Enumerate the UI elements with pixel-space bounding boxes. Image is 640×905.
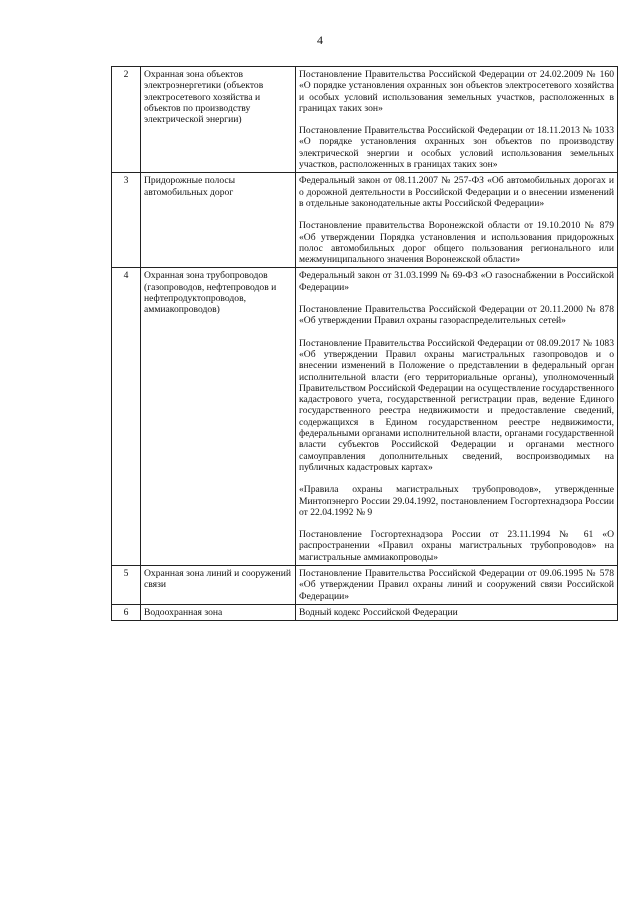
zones-table xyxy=(111,66,618,621)
legal-act: Федеральный закон от 31.03.1999 № 69-ФЗ «О газоснабжении в Российской Федерации» xyxy=(299,270,614,293)
legal-act: Постановление Правительства Российской Федерации от 24.02.2009 № 160 «О порядке установления охранных зон объектов электросетевого хозяйства и особых условий использования земельных участков, расположенных в границах таких зон» xyxy=(299,69,614,114)
legal-act: «Правила охраны магистральных трубопроводов», утвержденные Минтопэнерго России 29.04.1992, постановлением Госгортехнадзора России от 22.04.1992 № 9 xyxy=(299,484,614,518)
legal-act: Постановление Правительства Российской Федерации от 18.11.2013 № 1033 «О порядке установления охранных зон объектов по производству электрической энергии и особых условий использования земельных участков, расположенных в границах таких зон» xyxy=(299,125,614,171)
legal-act: Постановление Правительства Российской Федерации от 20.11.2000 № 878 «Об утверждении Правил охраны газораспределительных сетей» xyxy=(299,304,614,327)
zone-name: Водоохранная зона xyxy=(141,604,296,620)
legal-act: Водный кодекс Российской Федерации xyxy=(299,606,458,618)
legal-acts-cell xyxy=(296,565,618,604)
row-number: 3 xyxy=(112,173,141,268)
zone-name: Придорожные полосы автомобильных дорог xyxy=(141,173,296,268)
row-number: 5 xyxy=(112,565,141,604)
legal-acts-cell xyxy=(296,268,618,566)
legal-act: Постановление правительства Воронежской области от 19.10.2010 № 879 «Об утверждении Порядка установления и использования придорожных полос автомобильных дорог общего пользования регионального или межмуниципального значения Воронежской области» xyxy=(299,220,614,266)
zone-name: Охранная зона трубопроводов (газопроводов, нефтепроводов и нефтепродуктопроводов, аммиакопроводов) xyxy=(141,268,296,566)
zone-name: Охранная зона линий и сооружений связи xyxy=(141,565,296,604)
legal-act: Постановление Правительства Российской Федерации от 08.09.2017 № 1083 «Об утверждении Правил охраны магистральных газопроводов и о внесении изменений в Положение о представлении в федеральный орган исполнительной власти (его территориальные органы), уполномоченный Правительством Российской Федерации на осуществление государственного кадастрового учета, государственной регистрации прав, ведение Единого государственного реестра недвижимости и предоставление сведений, содержащихся в Едином государственном реестре недвижимости, федеральными органами исполнительной власти, органами государственной власти субъектов Российской Федерации и органами местного самоуправления дополнительных сведений, воспроизводимых на публичных кадастровых картах» xyxy=(299,337,614,473)
page-number: 4 xyxy=(317,33,323,47)
table-row xyxy=(112,604,618,620)
table-row xyxy=(112,67,618,173)
zone-name: Охранная зона объектов электроэнергетики (объектов электросетевого хозяйства и объектов по производству электрической энергии) xyxy=(141,67,296,173)
table-row xyxy=(112,268,618,566)
row-number: 2 xyxy=(112,67,141,173)
legal-act: Федеральный закон от 08.11.2007 № 257-ФЗ «Об автомобильных дорогах и о дорожной деятельности в Российской Федерации и о внесении изменений в отдельные законодательные акты Российской Федерации» xyxy=(299,175,614,209)
legal-act: Постановление Правительства Российской Федерации от 09.06.1995 № 578 «Об утверждении Правил охраны линий и сооружений связи Российской Федерации» xyxy=(299,567,614,602)
legal-acts-cell xyxy=(296,67,618,173)
table-row xyxy=(112,565,618,604)
row-number: 4 xyxy=(112,268,141,566)
legal-acts-cell xyxy=(296,173,618,268)
legal-acts-cell xyxy=(296,604,618,620)
table-row xyxy=(112,173,618,268)
row-number: 6 xyxy=(112,604,141,620)
legal-act: Постановление Госгортехнадзора России от 23.11.1994 № 61 «О распространении «Правил охраны магистральных трубопроводов» на магистральные аммиакопроводы» xyxy=(299,529,614,563)
